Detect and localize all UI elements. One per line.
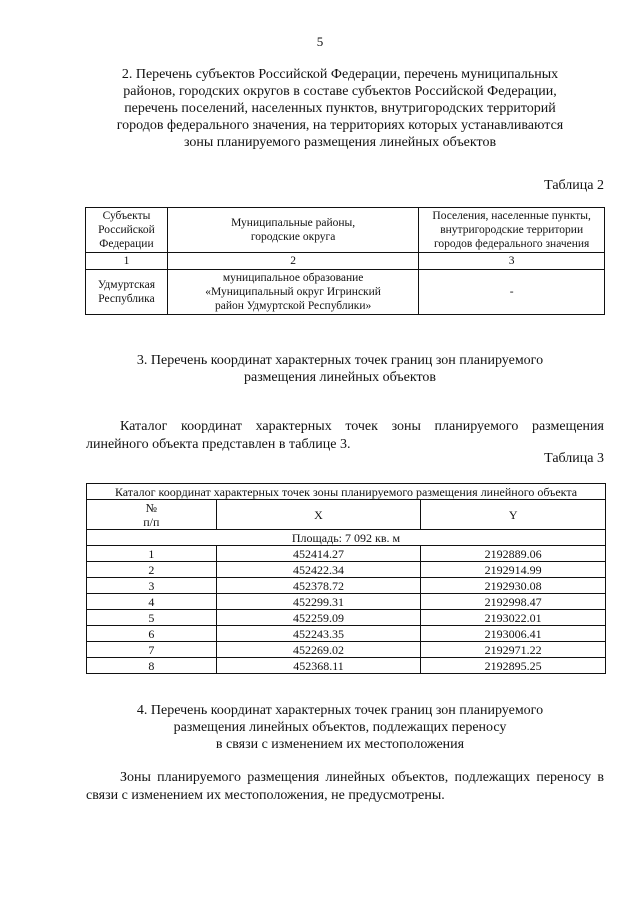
heading-line: зоны планируемого размещения линейных объектов bbox=[183, 135, 497, 150]
heading-line: в связи с изменением их местоположения bbox=[215, 737, 465, 752]
area-value: Площадь: 7 092 кв. м bbox=[87, 530, 606, 546]
point-number: 8 bbox=[87, 658, 217, 674]
header-settlements: Поселения, населенные пункты, внутригородские территории городов федерального значения bbox=[419, 208, 605, 253]
heading-line: 2. Перечень субъектов Российской Федерации, перечень муниципальных bbox=[121, 67, 559, 82]
table-row bbox=[87, 546, 606, 562]
heading-line: 4. Перечень координат характерных точек границ зон планируемого bbox=[136, 703, 544, 718]
x-coordinate: 452243.35 bbox=[216, 626, 421, 642]
page-number: 5 bbox=[316, 34, 324, 49]
header-number: № п/п bbox=[87, 500, 217, 530]
table-3-header-row bbox=[87, 500, 606, 530]
x-coordinate: 452269.02 bbox=[216, 642, 421, 658]
point-number: 4 bbox=[87, 594, 217, 610]
section-3-paragraph: Каталог координат характерных точек зоны планируемого размещения линейного объекта представлен в таблице 3. bbox=[86, 419, 604, 452]
table-2-number-row bbox=[86, 253, 605, 270]
header-y: Y bbox=[421, 500, 606, 530]
y-coordinate: 2193006.41 bbox=[421, 626, 606, 642]
x-coordinate: 452259.09 bbox=[216, 610, 421, 626]
y-coordinate: 2192930.08 bbox=[421, 578, 606, 594]
table-3-caption: Каталог координат характерных точек зоны планируемого размещения линейного объекта bbox=[87, 484, 606, 500]
table-2-data-row bbox=[86, 270, 605, 315]
table-3 bbox=[86, 483, 606, 674]
column-number: 1 bbox=[86, 253, 168, 270]
x-coordinate: 452368.11 bbox=[216, 658, 421, 674]
table-3-caption-row bbox=[87, 484, 606, 500]
table-row bbox=[87, 610, 606, 626]
header-x: X bbox=[216, 500, 421, 530]
cell-subject: Удмуртская Республика bbox=[86, 270, 168, 315]
x-coordinate: 452378.72 bbox=[216, 578, 421, 594]
point-number: 7 bbox=[87, 642, 217, 658]
point-number: 1 bbox=[87, 546, 217, 562]
table-3-area-row bbox=[87, 530, 606, 546]
column-number: 2 bbox=[167, 253, 418, 270]
y-coordinate: 2192998.47 bbox=[421, 594, 606, 610]
point-number: 2 bbox=[87, 562, 217, 578]
cell-municipality: муниципальное образование «Муниципальный округ Игринский район Удмуртской Республики» bbox=[167, 270, 418, 315]
x-coordinate: 452414.27 bbox=[216, 546, 421, 562]
heading-line: перечень поселений, населенных пунктов, внутригородских территорий bbox=[124, 101, 556, 116]
section-4-heading bbox=[60, 702, 620, 753]
point-number: 6 bbox=[87, 626, 217, 642]
point-number: 5 bbox=[87, 610, 217, 626]
header-subjects: Субъекты Российской Федерации bbox=[86, 208, 168, 253]
table-2-label: Таблица 2 bbox=[544, 178, 604, 193]
table-2-header-row bbox=[86, 208, 605, 253]
cell-settlement: - bbox=[419, 270, 605, 315]
heading-line: размещения линейных объектов bbox=[243, 370, 436, 385]
y-coordinate: 2193022.01 bbox=[421, 610, 606, 626]
heading-line: городов федерального значения, на территориях которых устанавливаются bbox=[116, 118, 564, 133]
table-row bbox=[87, 658, 606, 674]
x-coordinate: 452299.31 bbox=[216, 594, 421, 610]
y-coordinate: 2192895.25 bbox=[421, 658, 606, 674]
x-coordinate: 452422.34 bbox=[216, 562, 421, 578]
y-coordinate: 2192914.99 bbox=[421, 562, 606, 578]
section-3-heading bbox=[60, 352, 620, 386]
section-2-heading bbox=[60, 66, 620, 151]
table-3-label: Таблица 3 bbox=[544, 451, 604, 466]
table-row bbox=[87, 562, 606, 578]
table-row bbox=[87, 642, 606, 658]
y-coordinate: 2192971.22 bbox=[421, 642, 606, 658]
table-2 bbox=[85, 207, 605, 315]
heading-line: размещения линейных объектов, подлежащих переносу bbox=[173, 720, 507, 735]
table-row bbox=[87, 594, 606, 610]
column-number: 3 bbox=[419, 253, 605, 270]
header-municipal-districts: Муниципальные районы, городские округа bbox=[167, 208, 418, 253]
point-number: 3 bbox=[87, 578, 217, 594]
y-coordinate: 2192889.06 bbox=[421, 546, 606, 562]
heading-line: 3. Перечень координат характерных точек границ зон планируемого bbox=[136, 353, 544, 368]
section-4-paragraph: Зоны планируемого размещения линейных объектов, подлежащих переносу в связи с изменением их местоположения, не предусмотрены. bbox=[86, 770, 604, 803]
heading-line: районов, городских округов в составе субъектов Российской Федерации, bbox=[123, 84, 557, 99]
table-row bbox=[87, 578, 606, 594]
table-row bbox=[87, 626, 606, 642]
